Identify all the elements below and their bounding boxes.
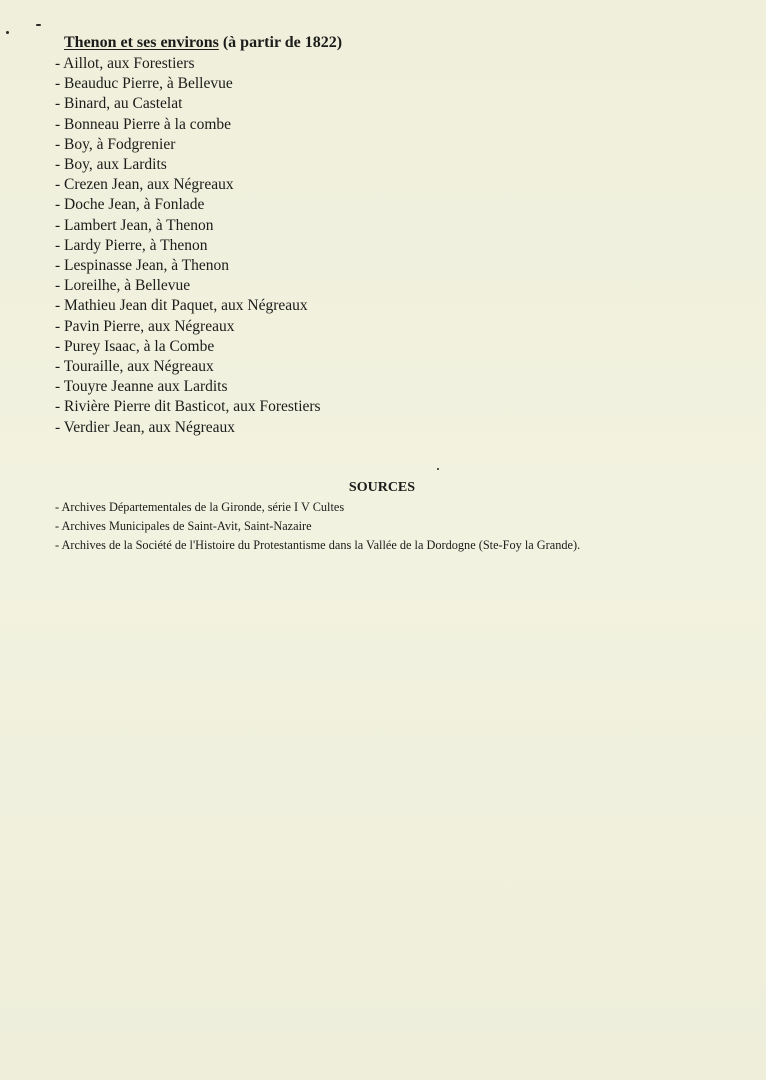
- ink-speck: [437, 468, 439, 470]
- section-heading-underlined: Thenon et ses environs: [64, 34, 219, 51]
- sources-heading: [0, 480, 766, 496]
- source-item: - Archives Départementales de la Gironde, série I V Cultes: [55, 500, 345, 514]
- list-item: - Mathieu Jean dit Paquet, aux Négreaux: [55, 297, 308, 315]
- list-item: - Lardy Pierre, à Thenon: [55, 236, 208, 254]
- section-heading: [64, 34, 342, 52]
- list-item: - Lambert Jean, à Thenon: [55, 216, 214, 234]
- list-item: - Boy, aux Lardits: [55, 156, 167, 174]
- list-item: - Doche Jean, à Fonlade: [55, 196, 205, 214]
- sources-list: [55, 498, 580, 555]
- list-item: - Purey Isaac, à la Combe: [55, 337, 215, 355]
- list-item: - Touraille, aux Négreaux: [55, 358, 214, 376]
- list-item: - Binard, au Castelat: [55, 95, 183, 113]
- list-item: - Beauduc Pierre, à Bellevue: [55, 75, 233, 93]
- names-list: [55, 54, 321, 438]
- ink-speck: [6, 31, 9, 34]
- sources-heading-text: SOURCES: [348, 480, 416, 495]
- list-item: - Bonneau Pierre à la combe: [55, 115, 232, 133]
- section-heading-date: (à partir de 1822): [218, 34, 343, 51]
- ink-speck: [36, 24, 41, 26]
- list-item: - Pavin Pierre, aux Négreaux: [55, 317, 235, 335]
- list-item: - Lespinasse Jean, à Thenon: [55, 257, 230, 275]
- source-item: - Archives de la Société de l'Histoire du Protestantisme dans la Vallée de la Dordogne (Ste-Foy la Grande).: [55, 538, 581, 552]
- list-item: - Boy, à Fodgrenier: [55, 135, 176, 153]
- list-item: - Loreilhe, à Bellevue: [55, 277, 191, 295]
- list-item: - Aillot, aux Forestiers: [55, 55, 195, 72]
- list-item: - Crezen Jean, aux Négreaux: [55, 176, 234, 194]
- source-item: - Archives Municipales de Saint-Avit, Saint-Nazaire: [55, 519, 312, 533]
- list-item: - Rivière Pierre dit Basticot, aux Forestiers: [55, 398, 321, 416]
- list-item: - Verdier Jean, aux Négreaux: [55, 418, 236, 436]
- list-item: - Touyre Jeanne aux Lardits: [55, 378, 228, 396]
